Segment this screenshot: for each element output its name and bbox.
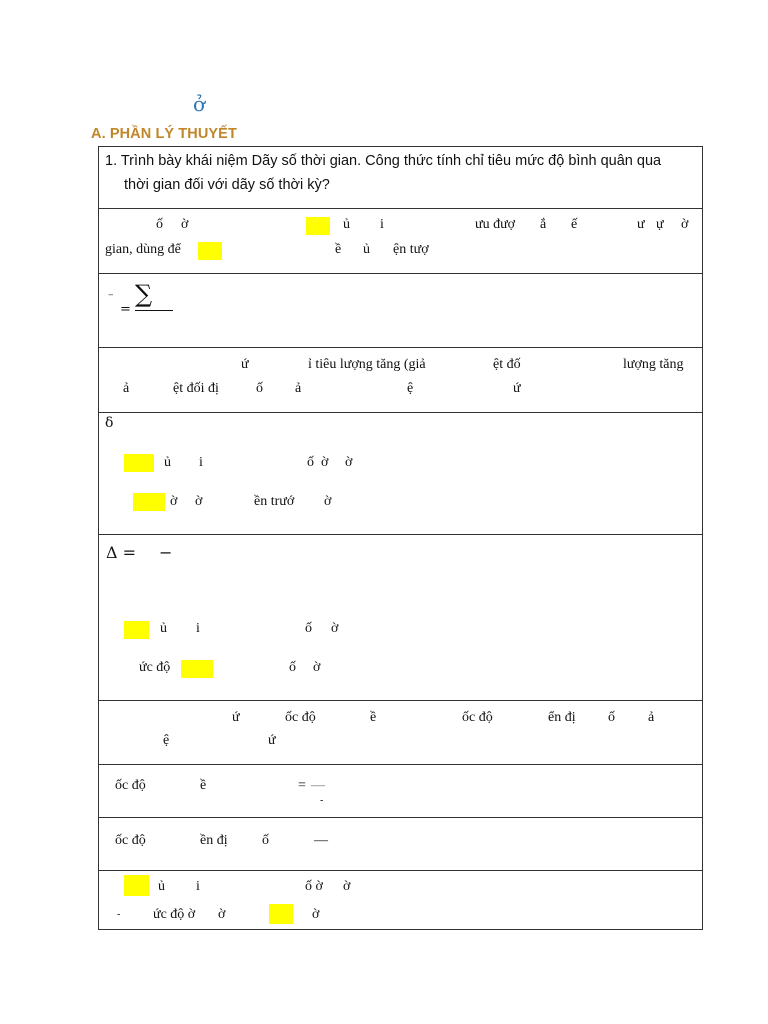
question-row bbox=[99, 147, 702, 209]
highlight-mark bbox=[181, 660, 213, 678]
delta-fragment: ờ bbox=[324, 494, 332, 509]
increment-row bbox=[99, 348, 702, 413]
delta-fragment: ờ bbox=[170, 494, 178, 509]
rate-variable-fragment: ức độ ờ bbox=[153, 907, 196, 922]
delta-fragment: ố bbox=[307, 455, 314, 470]
growth-rate-row bbox=[99, 765, 702, 818]
growth-fragment: ệ bbox=[163, 733, 170, 748]
growth-rate-fragment: ề bbox=[200, 778, 207, 793]
definition-fragment: gian, dùng để bbox=[105, 242, 181, 257]
growth-rate-fragment: = bbox=[298, 778, 306, 793]
growth-fragment: ứ bbox=[268, 733, 276, 748]
highlight-mark bbox=[269, 904, 293, 924]
question-line-2: thời gian đối với dãy số thời kỳ? bbox=[124, 177, 330, 193]
highlight-mark bbox=[198, 242, 222, 260]
increment-fragment: ả bbox=[295, 381, 302, 396]
definition-fragment: ờ bbox=[681, 217, 689, 232]
increment-fragment: ứ bbox=[241, 357, 249, 372]
growth-rate-fragment: ốc độ bbox=[115, 778, 146, 793]
theory-table bbox=[98, 146, 703, 930]
sigma-symbol: ∑ bbox=[135, 280, 153, 308]
chain-rate-fragment: ốc độ bbox=[115, 833, 146, 848]
definition-fragment: ắ bbox=[540, 217, 547, 232]
delta-fragment: i bbox=[196, 621, 200, 636]
increment-fragment: ỉ tiêu lượng tăng (giả bbox=[308, 357, 426, 372]
delta-row bbox=[99, 535, 702, 701]
definition-fragment: i bbox=[380, 217, 384, 232]
delta-fragment: ố bbox=[289, 660, 296, 675]
rate-variable-fragment: i bbox=[196, 879, 200, 894]
heading-glyph: ở bbox=[193, 92, 206, 116]
formula-row bbox=[99, 274, 702, 348]
definition-fragment: ủ bbox=[343, 217, 350, 232]
increment-fragment: ứ bbox=[513, 381, 521, 396]
delta-minus: − bbox=[159, 543, 173, 562]
delta-fragment: ủ bbox=[160, 621, 167, 636]
highlight-mark bbox=[306, 217, 330, 235]
small-delta-symbol: δ bbox=[105, 415, 114, 431]
question-line-1: 1. Trình bày khái niệm Dãy số thời gian. Công thức tính chỉ tiêu mức độ bình quân qua bbox=[105, 153, 662, 169]
rate-variable-fragment: ờ bbox=[343, 879, 351, 894]
highlight-mark bbox=[133, 493, 165, 511]
chain-rate-fragment: ố bbox=[262, 833, 269, 848]
increment-fragment: ố bbox=[256, 381, 263, 396]
highlight-mark bbox=[124, 454, 154, 472]
definition-fragment: ện tượ bbox=[393, 242, 429, 257]
chain-rate-fragment: ền đị bbox=[200, 833, 228, 848]
delta-fragment: ờ bbox=[345, 455, 353, 470]
rate-variable-fragment: ố ờ bbox=[305, 879, 323, 894]
definition-fragment: ờ bbox=[181, 217, 189, 232]
delta-fragment: ủ bbox=[164, 455, 171, 470]
growth-row bbox=[99, 701, 702, 765]
growth-fragment: ứ bbox=[232, 710, 240, 725]
growth-fragment: ển đị bbox=[548, 710, 576, 725]
growth-fragment: ố bbox=[608, 710, 615, 725]
highlight-mark bbox=[124, 621, 149, 639]
definition-fragment: ưu đượ bbox=[475, 217, 516, 232]
delta-fragment: ờ bbox=[313, 660, 321, 675]
delta-i-row bbox=[99, 413, 702, 535]
formula-bar: – bbox=[108, 288, 114, 301]
fraction-line bbox=[135, 310, 173, 311]
delta-fragment: ờ bbox=[321, 455, 329, 470]
definition-row bbox=[99, 209, 702, 274]
rate-variable-fragment: - bbox=[117, 909, 121, 920]
increment-fragment: ệt đối đị bbox=[173, 381, 219, 396]
delta-fragment: ố bbox=[305, 621, 312, 636]
chain-rate-fragment: — bbox=[314, 833, 328, 848]
delta-fragment: ền trướ bbox=[254, 494, 295, 509]
growth-fragment: ốc độ bbox=[285, 710, 316, 725]
rate-variables-row bbox=[99, 871, 702, 929]
increment-fragment: ệ bbox=[407, 381, 414, 396]
definition-fragment: ề bbox=[335, 242, 342, 257]
delta-fragment: ức độ bbox=[139, 660, 171, 675]
chain-rate-row bbox=[99, 818, 702, 871]
rate-variable-fragment: ủ bbox=[158, 879, 165, 894]
definition-fragment: ự bbox=[656, 217, 664, 232]
growth-rate-fragment: - bbox=[320, 795, 324, 806]
growth-fragment: ề bbox=[370, 710, 377, 725]
rate-variable-fragment: ờ bbox=[312, 907, 320, 922]
increment-fragment: ả bbox=[123, 381, 130, 396]
definition-fragment: ố bbox=[156, 217, 163, 232]
definition-fragment: ư bbox=[637, 217, 645, 232]
definition-fragment: ủ bbox=[363, 242, 370, 257]
highlight-mark bbox=[124, 875, 149, 896]
growth-fragment: ả bbox=[648, 710, 655, 725]
delta-fragment: i bbox=[199, 455, 203, 470]
growth-fragment: ốc độ bbox=[462, 710, 493, 725]
delta-fragment: ờ bbox=[195, 494, 203, 509]
increment-fragment: ệt đố bbox=[493, 357, 521, 372]
increment-fragment: lượng tăng bbox=[623, 357, 684, 372]
definition-fragment: ế bbox=[571, 217, 578, 232]
formula-equals: = bbox=[120, 302, 131, 317]
delta-equals: Δ = bbox=[106, 543, 137, 562]
delta-fragment: ờ bbox=[331, 621, 339, 636]
section-title: A. PHẦN LÝ THUYẾT bbox=[91, 126, 237, 142]
growth-rate-fragment: — bbox=[311, 778, 325, 793]
rate-variable-fragment: ờ bbox=[218, 907, 226, 922]
